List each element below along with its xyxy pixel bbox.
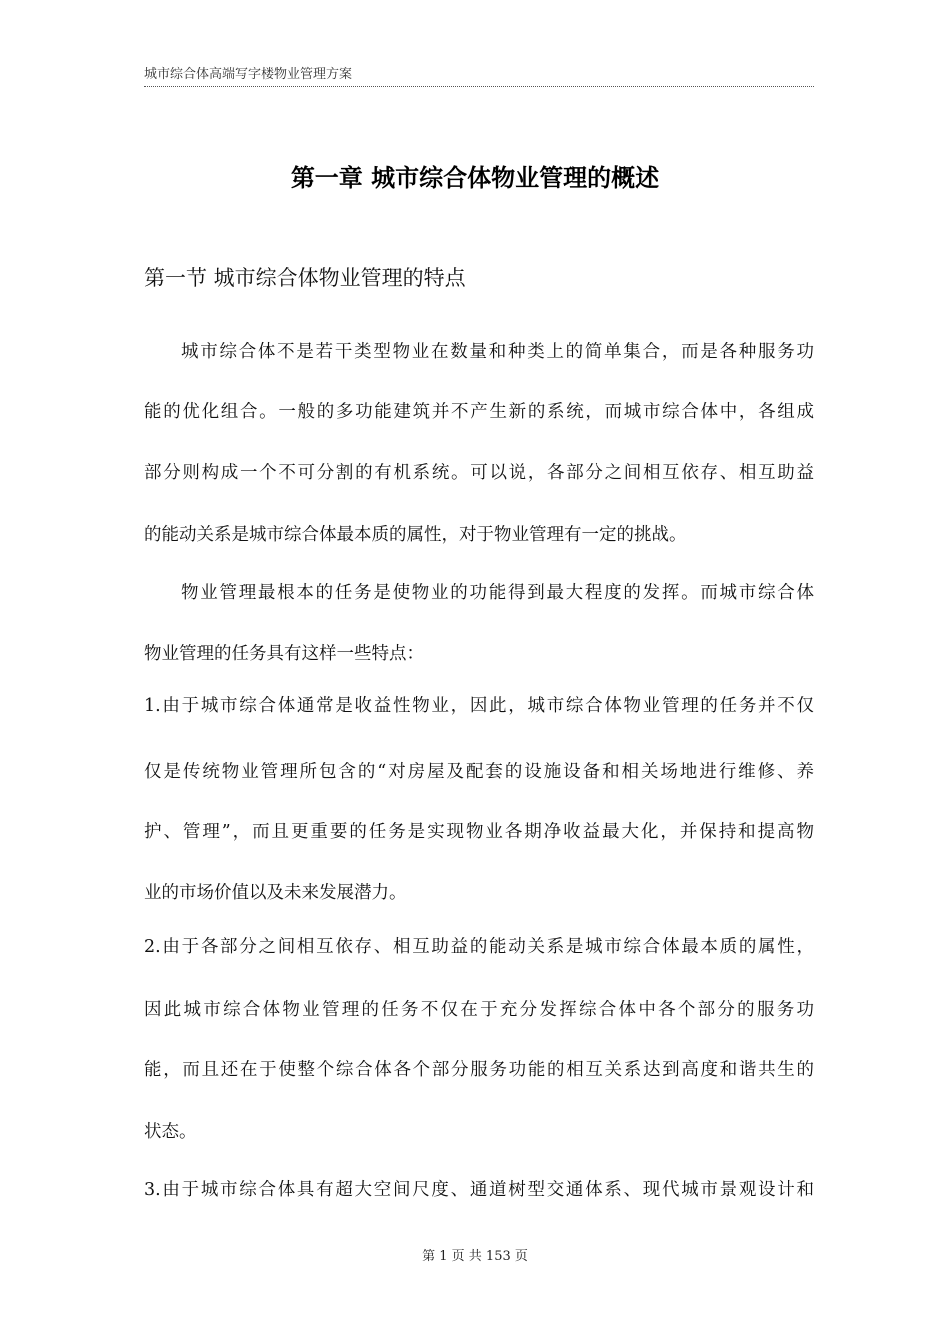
list-item-line: 仅是传统物业管理所包含的“对房屋及配套的设施设备和相关场地进行维修、养 [144, 762, 814, 782]
paragraph-line: 能的优化组合。一般的多功能建筑并不产生新的系统，而城市综合体中，各组成 [144, 402, 814, 422]
page-header [144, 66, 814, 87]
chapter-title: 第一章 城市综合体物业管理的概述 [290, 164, 660, 192]
header-text: 城市综合体高端写字楼物业管理方案 [144, 67, 353, 82]
section-title: 第一节 城市综合体物业管理的特点 [144, 266, 466, 290]
list-item-line: 状态。 [144, 1122, 197, 1142]
list-item-line: 3.由于城市综合体具有超大空间尺度、通道树型交通体系、现代城市景观设计和 [144, 1180, 814, 1200]
list-item-line: 业的市场价值以及未来发展潜力。 [144, 883, 407, 903]
paragraph-line: 的能动关系是城市综合体最本质的属性，对于物业管理有一定的挑战。 [144, 525, 687, 545]
page-number: 第 1 页 共 153 页 [422, 1249, 528, 1264]
paragraph-line: 部分则构成一个不可分割的有机系统。可以说，各部分之间相互依存、相互助益 [144, 463, 814, 483]
paragraph-line: 物业管理的任务具有这样一些特点： [144, 644, 424, 664]
page-footer [0, 1248, 950, 1266]
list-item-line: 1.由于城市综合体通常是收益性物业，因此，城市综合体物业管理的任务并不仅 [144, 696, 814, 716]
paragraph-line: 物业管理最根本的任务是使物业的功能得到最大程度的发挥。而城市综合体 [181, 583, 814, 603]
paragraph-line: 城市综合体不是若干类型物业在数量和种类上的简单集合，而是各种服务功 [181, 342, 814, 362]
list-item-line: 护、管理”，而且更重要的任务是实现物业各期净收益最大化，并保持和提高物 [144, 822, 814, 842]
list-item-line: 因此城市综合体物业管理的任务不仅在于充分发挥综合体中各个部分的服务功 [144, 1000, 814, 1020]
list-item-line: 能，而且还在于使整个综合体各个部分服务功能的相互关系达到高度和谐共生的 [144, 1060, 814, 1080]
list-item-line: 2.由于各部分之间相互依存、相互助益的能动关系是城市综合体最本质的属性， [144, 937, 814, 957]
